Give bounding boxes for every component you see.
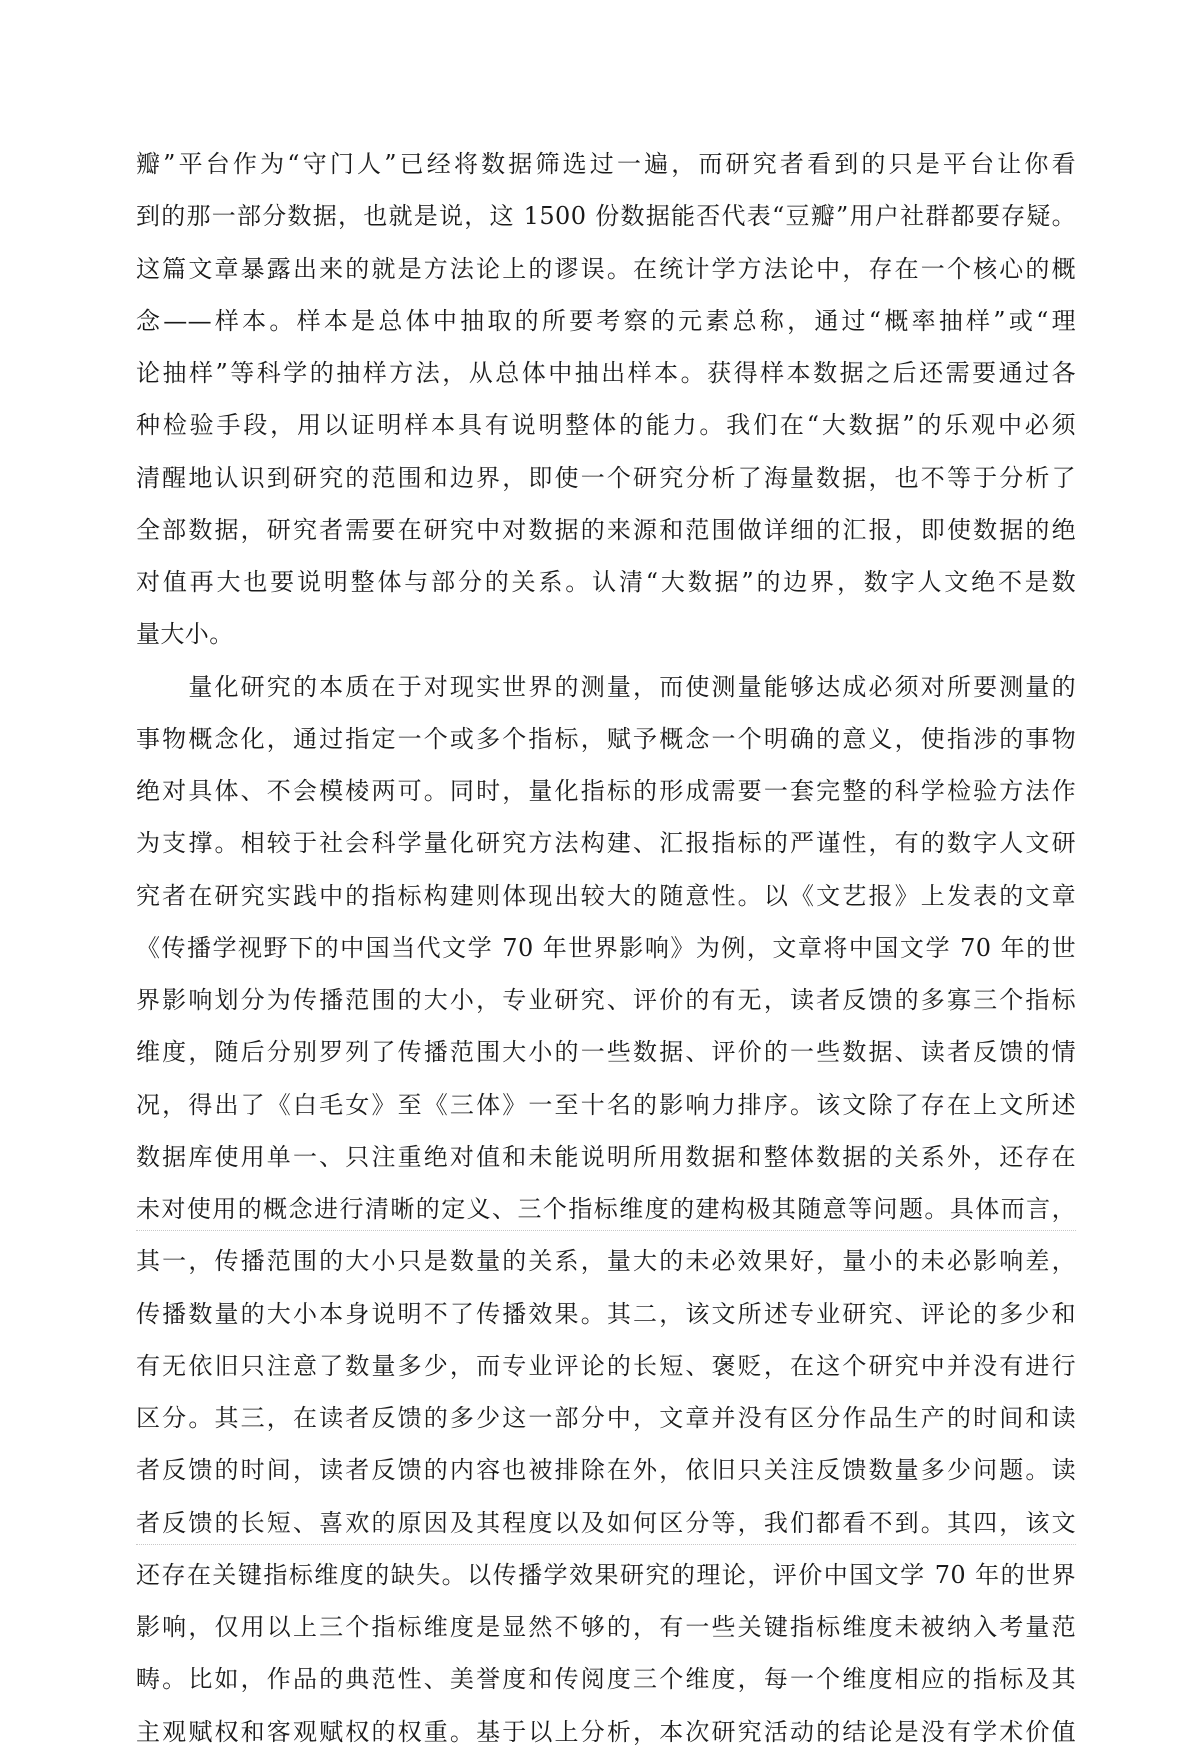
text-line: 畴。比如，作品的典范性、美誉度和传阅度三个维度，每一个维度相应的指标及其 — [136, 1665, 1076, 1694]
text-line: 维度，随后分别罗列了传播范围大小的一些数据、评价的一些数据、读者反馈的情 — [136, 1038, 1076, 1067]
text-line: 到的那一部分数据，也就是说，这 1500 份数据能否代表“豆瓣”用户社群都要存疑。 — [136, 202, 1076, 231]
text-line: 量大小。 — [136, 620, 234, 649]
text-line: 瓣”平台作为“守门人”已经将数据筛选过一遍，而研究者看到的只是平台让你看 — [136, 150, 1076, 178]
text-line: 还存在关键指标维度的缺失。以传播学效果研究的理论，评价中国文学 70 年的世界 — [136, 1560, 1076, 1589]
text-line: 究者在研究实践中的指标构建则体现出较大的随意性。以《文艺报》上发表的文章 — [136, 881, 1076, 910]
text-line: 况，得出了《白毛女》至《三体》一至十名的影响力排序。该文除了存在上文所述 — [136, 1090, 1076, 1119]
text-line: 有无依旧只注意了数量多少，而专业评论的长短、褒贬，在这个研究中并没有进行 — [136, 1351, 1076, 1380]
text-line: 绝对具体、不会模棱两可。同时，量化指标的形成需要一套完整的科学检验方法作 — [136, 777, 1076, 805]
text-line: 种检验手段，用以证明样本具有说明整体的能力。我们在“大数据”的乐观中必须 — [136, 411, 1076, 440]
text-line: 传播数量的大小本身说明不了传播效果。其二，该文所述专业研究、评论的多少和 — [136, 1299, 1076, 1328]
text-line: 量化研究的本质在于对现实世界的测量，而使测量能够达成必须对所要测量的 — [136, 672, 1076, 701]
text-line: 事物概念化，通过指定一个或多个指标，赋予概念一个明确的意义，使指涉的事物 — [136, 724, 1076, 753]
text-line: 区分。其三，在读者反馈的多少这一部分中，文章并没有区分作品生产的时间和读 — [136, 1404, 1076, 1432]
text-line: 念——样本。样本是总体中抽取的所要考察的元素总称，通过“概率抽样”或“理 — [136, 306, 1076, 335]
text-line: 为支撑。相较于社会科学量化研究方法构建、汇报指标的严谨性，有的数字人文研 — [136, 829, 1076, 858]
text-line: 者反馈的时间，读者反馈的内容也被排除在外，依旧只关注反馈数量多少问题。读 — [136, 1456, 1076, 1485]
text-line: 主观赋权和客观赋权的权重。基于以上分析，本次研究活动的结论是没有学术价值 — [136, 1717, 1076, 1746]
text-line: 其一，传播范围的大小只是数量的关系，量大的未必效果好，量小的未必影响差， — [136, 1247, 1076, 1276]
text-line: 界影响划分为传播范围的大小，专业研究、评价的有无，读者反馈的多寡三个指标 — [136, 986, 1076, 1014]
text-line: 这篇文章暴露出来的就是方法论上的谬误。在统计学方法论中，存在一个核心的概 — [136, 254, 1076, 283]
text-line: 全部数据，研究者需要在研究中对数据的来源和范围做详细的汇报，即使数据的绝 — [136, 515, 1076, 544]
text-line: 论抽样”等科学的抽样方法，从总体中抽出样本。获得样本数据之后还需要通过各 — [136, 359, 1076, 387]
text-line: 《传播学视野下的中国当代文学 70 年世界影响》为例，文章将中国文学 70 年的世 — [136, 933, 1076, 962]
text-line: 影响，仅用以上三个指标维度是显然不够的，有一些关键指标维度未被纳入考量范 — [136, 1613, 1076, 1641]
text-line: 未对使用的概念进行清晰的定义、三个指标维度的建构极其随意等问题。具体而言， — [136, 1183, 1076, 1235]
text-line: 数据库使用单一、只注重绝对值和未能说明所用数据和整体数据的关系外，还存在 — [136, 1142, 1076, 1171]
text-line: 对值再大也要说明整体与部分的关系。认清“大数据”的边界，数字人文绝不是数 — [136, 568, 1076, 596]
text-line: 清醒地认识到研究的范围和边界，即使一个研究分析了海量数据，也不等于分析了 — [136, 463, 1076, 492]
text-line: 者反馈的长短、喜欢的原因及其程度以及如何区分等，我们都看不到。其四，该文 — [136, 1497, 1076, 1549]
body-text — [136, 138, 1076, 1758]
